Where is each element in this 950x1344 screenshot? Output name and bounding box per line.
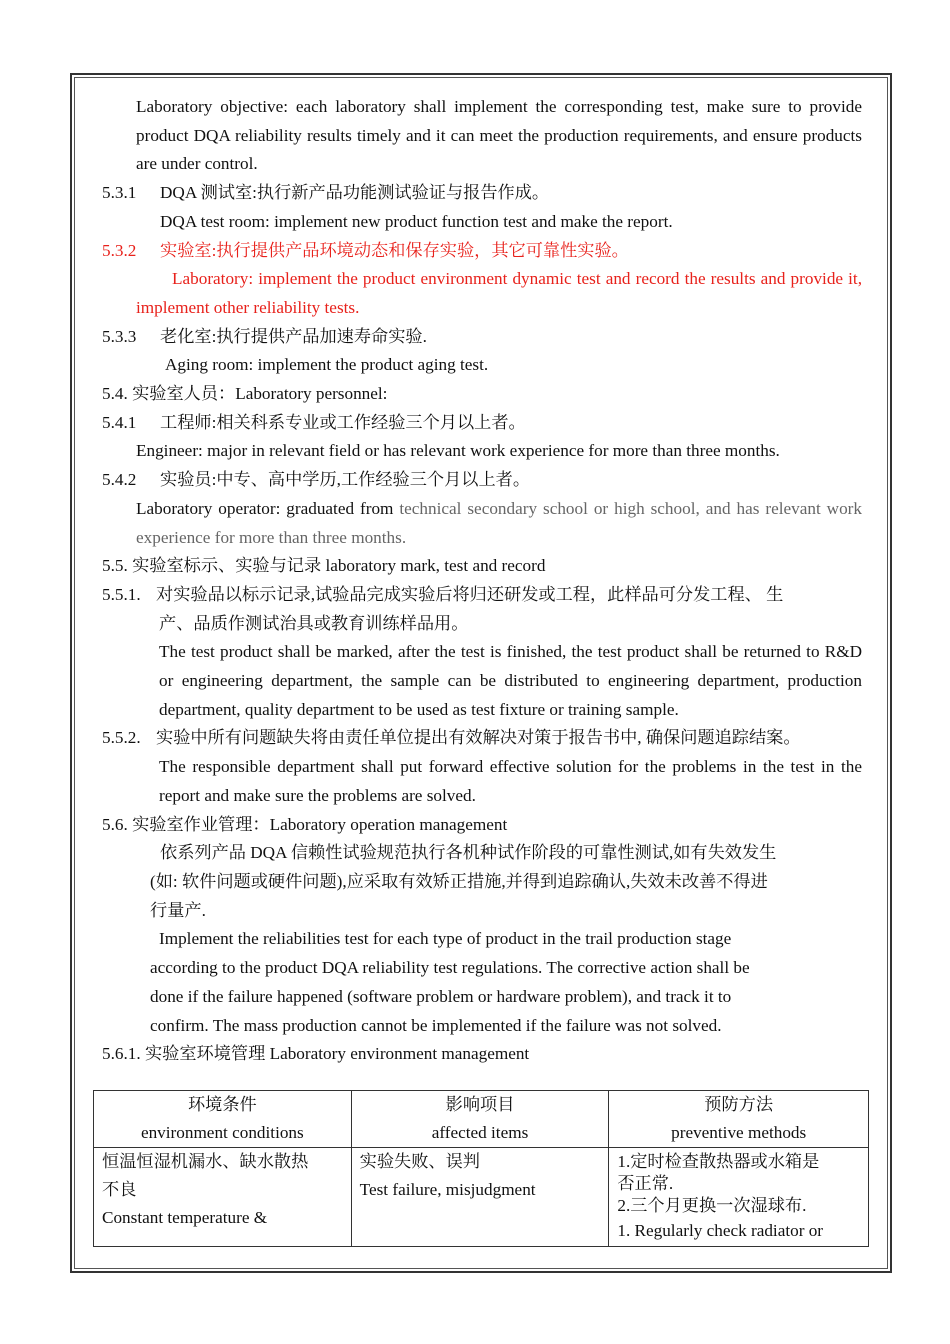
section-5-5-1-zh: 5.5.1. 对实验品以标示记录,试验品完成实验后将归还研发或工程，此样品可分发工程、 生 — [102, 584, 784, 604]
section-5-3-2-en: Laboratory: implement the product environment dynamic test and record the results and provide it, implement other reliability tests. — [136, 269, 862, 317]
section-5-3-2-zh: 5.3.2 实验室:执行提供产品环境动态和保存实验，其它可靠性实验。 — [102, 240, 629, 260]
section-5-5-1-zh-cont: 产、品质作测试治具或教育训练样品用。 — [159, 613, 469, 633]
table-row — [94, 1148, 869, 1247]
section-5-6-zh-line3: 行量产. — [150, 900, 206, 920]
section-5-4-2-zh: 5.4.2 实验员:中专、高中学历,工作经验三个月以上者。 — [102, 470, 531, 490]
section-5-6-1-title: 5.6.1. 实验室环境管理 Laboratory environment management — [102, 1044, 530, 1064]
section-5-3-3-en: Aging room: implement the product aging test. — [165, 355, 489, 375]
section-5-5-1-en: The test product shall be marked, after the test is finished, the test product shall be returned to R&D or engineering department, the sample can be distributed to engineering department, production department, quality department to be used as test fixture or training sample. — [159, 642, 862, 719]
lab-objective-paragraph: Laboratory objective: each laboratory shall implement the corresponding test, make sure to provide product DQA reliability results timely and it can meet the production requirements, and ensure products are under control. — [136, 97, 862, 174]
table-header-row — [94, 1091, 869, 1148]
section-5-6-zh-line2: (如: 软件问题或硬件问题),应采取有效矫正措施,并得到追踪确认,失效未改善不得进 — [150, 871, 768, 891]
section-5-5-2-zh: 5.5.2. 实验中所有问题缺失将由责任单位提出有效解决对策于报告书中, 确保问题追踪结案。 — [102, 728, 801, 748]
section-5-6-en-line2: according to the product DQA reliability test regulations. The corrective action shall be — [150, 958, 750, 978]
table-cell-preventive: 1.定时检查散热器或水箱是 否正常. 2.三个月更换一次湿球布. 1. Regularly check radiator or — [609, 1148, 869, 1247]
section-5-3-1-en: DQA test room: implement new product function test and make the report. — [160, 211, 673, 231]
section-5-6-zh-line1: 依系列产品 DQA 信赖性试验规范执行各机种试作阶段的可靠性测试,如有失效发生 — [160, 843, 777, 863]
section-5-5-2-en: The responsible department shall put forward effective solution for the problems in the test in the report and make sure the problems are solved. — [159, 757, 862, 805]
section-5-4-2-en: Laboratory operator: graduated from technical secondary school or high school, and has relevant work experience for more than three months. — [136, 498, 862, 547]
section-5-6-en-line1: Implement the reliabilities test for each type of product in the trail production stage — [159, 929, 732, 949]
section-5-6-en-line3: done if the failure happened (software problem or hardware problem), and track it to — [150, 986, 732, 1006]
section-5-3-3-zh: 5.3.3 老化室:执行提供产品加速寿命实验. — [102, 326, 427, 346]
table-cell-affected: 实验失败、误判 Test failure, misjudgment — [351, 1148, 609, 1247]
section-5-4-1-zh: 5.4.1 工程师:相关科系专业或工作经验三个月以上者。 — [102, 412, 526, 432]
table-header-cell: 预防方法 preventive methods — [609, 1091, 869, 1148]
table-header-cell: 环境条件 environment conditions — [94, 1091, 352, 1148]
environment-management-table — [93, 1090, 869, 1247]
section-5-6-en-line4: confirm. The mass production cannot be implemented if the failure was not solved. — [150, 1015, 722, 1035]
section-5-5-title: 5.5. 实验室标示、实验与记录 laboratory mark, test and record — [102, 556, 546, 576]
table-cell-condition: 恒温恒湿机漏水、缺水散热 不良 Constant temperature & — [94, 1148, 352, 1247]
table-header-cell: 影响项目 affected items — [351, 1091, 609, 1148]
section-5-3-1-zh: 5.3.1 DQA 测试室:执行新产品功能测试验证与报告作成。 — [102, 183, 550, 203]
section-5-4-1-en: Engineer: major in relevant field or has relevant work experience for more than three months. — [136, 441, 780, 461]
document-body — [102, 93, 862, 1069]
section-5-4-title: 5.4. 实验室人员：Laboratory personnel: — [102, 384, 388, 404]
section-5-6-title: 5.6. 实验室作业管理：Laboratory operation management — [102, 814, 508, 834]
